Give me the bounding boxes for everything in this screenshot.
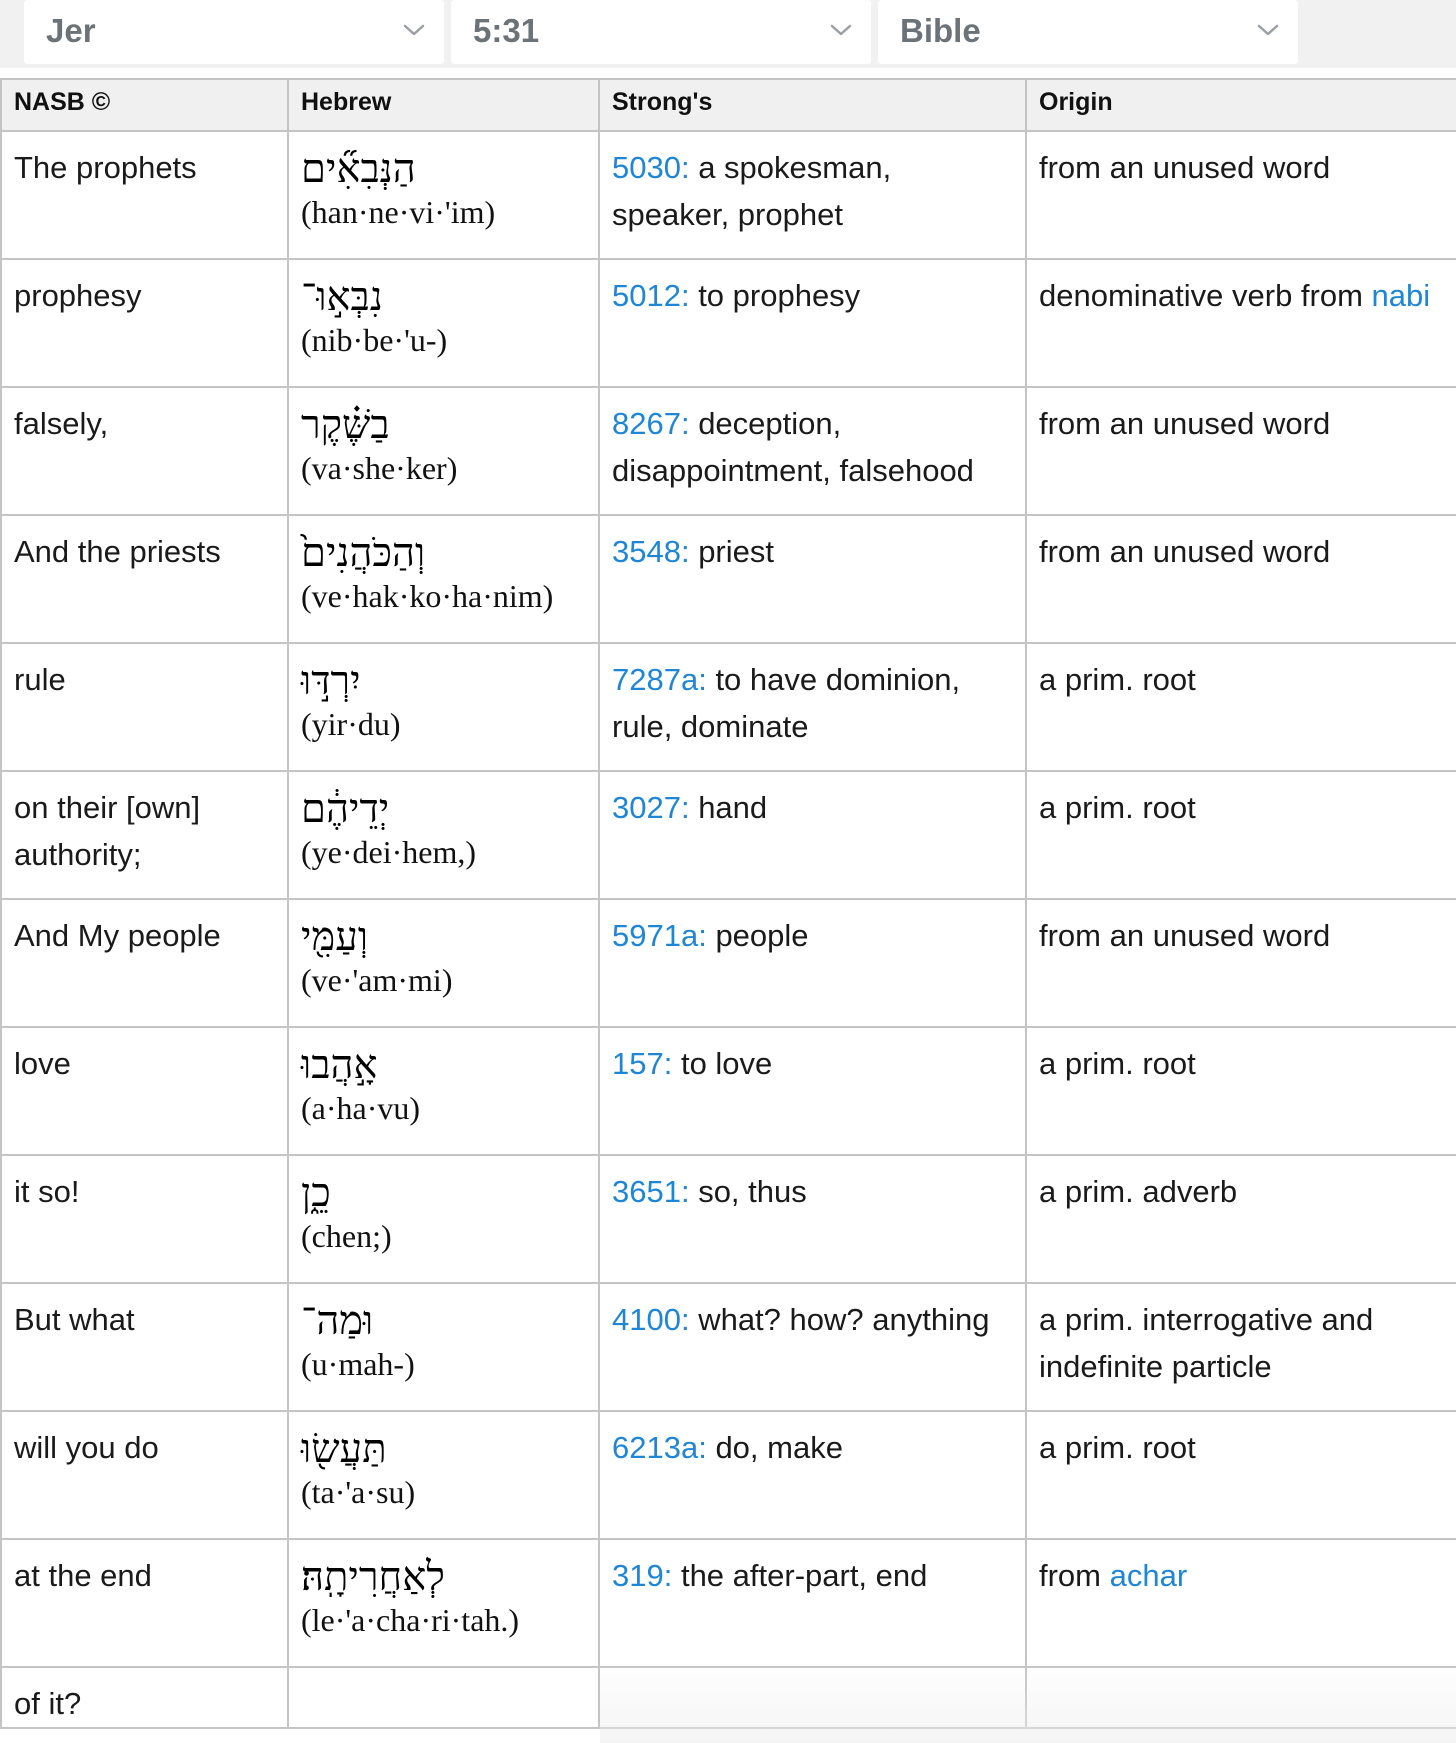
strongs-number-link[interactable]: 4100: [612,1302,690,1337]
hebrew-word: אָ֣הֲבוּ [301,1042,378,1088]
book-select[interactable] [24,0,444,64]
origin-text: from an unused word [1039,150,1331,185]
origin-link[interactable]: achar [1109,1558,1188,1593]
version-select[interactable] [878,0,1298,64]
strongs-number-link[interactable]: 5971a: [612,918,707,953]
origin-text: from an unused word [1039,534,1331,569]
origin-text: a prim. root [1039,1046,1196,1081]
chevron-down-icon [829,22,853,38]
english-cell [1,1027,288,1155]
transliteration: (le·'a·cha·ri·tah.) [301,1602,520,1638]
origin-cell [1026,1667,1456,1728]
hebrew-word: נִבְּא֣וּ־ [301,274,383,320]
strongs-definition: a spokesman, speaker, prophet [612,150,892,232]
origin-cell [1026,771,1456,899]
english-cell [1,387,288,515]
interlinear-table [0,78,1456,1729]
strongs-number-link[interactable]: 5030: [612,150,690,185]
strongs-cell [599,771,1026,899]
transliteration: (ve·hak·ko·ha·nim) [301,578,554,614]
column-header-origin: Origin [1026,79,1456,131]
strongs-definition: to love [672,1046,773,1081]
hebrew-word: תַּעֲשׂ֖וּ [301,1426,387,1472]
strongs-definition: do, make [706,1430,843,1465]
transliteration: (yir·du) [301,706,401,742]
origin-cell [1026,1411,1456,1539]
strongs-cell [599,1667,1026,1728]
english-word: rule [14,662,66,697]
hebrew-word: וְעַמִּ֖י [301,914,369,960]
chevron-down-icon [1256,22,1280,38]
transliteration: (han·ne·vi·'im) [301,194,496,230]
strongs-cell [599,259,1026,387]
strongs-number-link[interactable]: 3548: [612,534,690,569]
hebrew-word: הַנְּבִאִ֞ים [301,146,416,192]
transliteration: (ta·'a·su) [301,1474,416,1510]
strongs-cell [599,1155,1026,1283]
hebrew-word: וּמַה־ [301,1298,374,1344]
strongs-definition: deception, disappointment, falsehood [612,406,974,488]
strongs-cell [599,1283,1026,1411]
english-cell [1,1667,288,1728]
origin-cell [1026,1155,1456,1283]
column-header-hebrew: Hebrew [288,79,599,131]
english-word: on their [own] authority; [14,790,201,872]
table-row [1,131,1456,259]
origin-text: denominative verb from [1039,278,1372,313]
strongs-cell [599,643,1026,771]
table-row [1,1027,1456,1155]
table-row [1,771,1456,899]
origin-text: a prim. root [1039,790,1196,825]
origin-text: a prim. root [1039,1430,1196,1465]
english-cell [1,1155,288,1283]
origin-cell [1026,515,1456,643]
table-row [1,259,1456,387]
english-cell [1,259,288,387]
table-header-row [1,79,1456,131]
english-word: The prophets [14,150,197,185]
strongs-cell [599,515,1026,643]
strongs-cell [599,131,1026,259]
chevron-down-icon [402,22,426,38]
strongs-number-link[interactable]: 6213a: [612,1430,707,1465]
hebrew-word: כֵ֑ן [301,1170,331,1216]
strongs-cell [599,387,1026,515]
hebrew-word: וְהַכֹּהֲנִים֙ [301,530,426,576]
chapter-verse-select[interactable] [451,0,871,64]
origin-cell [1026,387,1456,515]
strongs-cell [599,1411,1026,1539]
table-row [1,1155,1456,1283]
hebrew-cell [288,1283,599,1411]
origin-text: a prim. interrogative and indefinite particle [1039,1302,1374,1384]
english-word: But what [14,1302,135,1337]
origin-text: from an unused word [1039,918,1331,953]
origin-cell [1026,1539,1456,1667]
strongs-cell [599,1027,1026,1155]
strongs-number-link[interactable]: 3651: [612,1174,690,1209]
column-header-strongs: Strong's [599,79,1026,131]
hebrew-cell [288,515,599,643]
strongs-definition: to prophesy [689,278,861,313]
english-cell [1,643,288,771]
strongs-number-link[interactable]: 5012: [612,278,690,313]
transliteration: (ye·dei·hem,) [301,834,477,870]
english-word: falsely, [14,406,109,441]
strongs-number-link[interactable]: 3027: [612,790,690,825]
hebrew-cell [288,899,599,1027]
origin-cell [1026,131,1456,259]
english-cell [1,1283,288,1411]
english-cell [1,771,288,899]
english-word: it so! [14,1174,80,1209]
strongs-definition: what? how? anything [689,1302,990,1337]
english-cell [1,899,288,1027]
transliteration: (a·ha·vu) [301,1090,421,1126]
english-cell [1,515,288,643]
strongs-cell [599,899,1026,1027]
strongs-number-link[interactable]: 157: [612,1046,673,1081]
origin-text: from [1039,1558,1110,1593]
book-select-value: Jer [46,12,96,49]
hebrew-cell [288,771,599,899]
english-cell [1,1411,288,1539]
hebrew-word: בַשֶּׁ֗קֶר [301,402,390,448]
table-row [1,643,1456,771]
table-row [1,899,1456,1027]
hebrew-cell [288,387,599,515]
hebrew-cell [288,1667,599,1728]
hebrew-cell [288,1155,599,1283]
table-row [1,515,1456,643]
transliteration: (ve·'am·mi) [301,962,453,998]
hebrew-cell [288,259,599,387]
english-word: of it? [14,1686,82,1721]
hebrew-cell [288,1539,599,1667]
strongs-definition: the after-part, end [672,1558,928,1593]
english-word: prophesy [14,278,142,313]
strongs-definition: to have dominion, rule, dominate [612,662,961,744]
hebrew-cell [288,131,599,259]
english-cell [1,1539,288,1667]
strongs-definition: hand [689,790,768,825]
table-row [1,1667,1456,1728]
transliteration: (nib·be·'u-) [301,322,448,358]
strongs-cell [599,1539,1026,1667]
origin-cell [1026,1027,1456,1155]
hebrew-word: יְדֵיהֶ֔ם [301,786,390,832]
chapter-verse-select-value: 5:31 [473,12,540,49]
origin-cell [1026,643,1456,771]
english-word: at the end [14,1558,152,1593]
column-header-nasb: NASB © [1,79,288,131]
strongs-definition: so, thus [689,1174,807,1209]
strongs-definition: people [706,918,809,953]
english-word: And the priests [14,534,221,569]
origin-link[interactable]: nabi [1371,278,1431,313]
hebrew-cell [288,643,599,771]
version-select-value: Bible [900,12,981,49]
english-word: will you do [14,1430,159,1465]
strongs-number-link[interactable]: 319: [612,1558,673,1593]
transliteration: (chen;) [301,1218,392,1254]
strongs-definition: priest [689,534,774,569]
hebrew-word: לְאַחֲרִיתָֽהּ׃ [301,1554,445,1600]
origin-text: a prim. root [1039,662,1196,697]
table-row [1,1411,1456,1539]
hebrew-word: יִרְדּ֣וּ [301,658,361,704]
table-row [1,387,1456,515]
origin-cell [1026,899,1456,1027]
origin-cell [1026,259,1456,387]
origin-cell [1026,1283,1456,1411]
transliteration: (va·she·ker) [301,450,458,486]
english-cell [1,131,288,259]
english-word: love [14,1046,71,1081]
table-row [1,1539,1456,1667]
hebrew-cell [288,1411,599,1539]
origin-text: a prim. adverb [1039,1174,1238,1209]
english-word: And My people [14,918,221,953]
hebrew-cell [288,1027,599,1155]
selector-bar [0,0,1456,68]
strongs-number-link[interactable]: 7287a: [612,662,707,697]
table-row [1,1283,1456,1411]
transliteration: (u·mah-) [301,1346,415,1382]
origin-text: from an unused word [1039,406,1331,441]
strongs-number-link[interactable]: 8267: [612,406,690,441]
